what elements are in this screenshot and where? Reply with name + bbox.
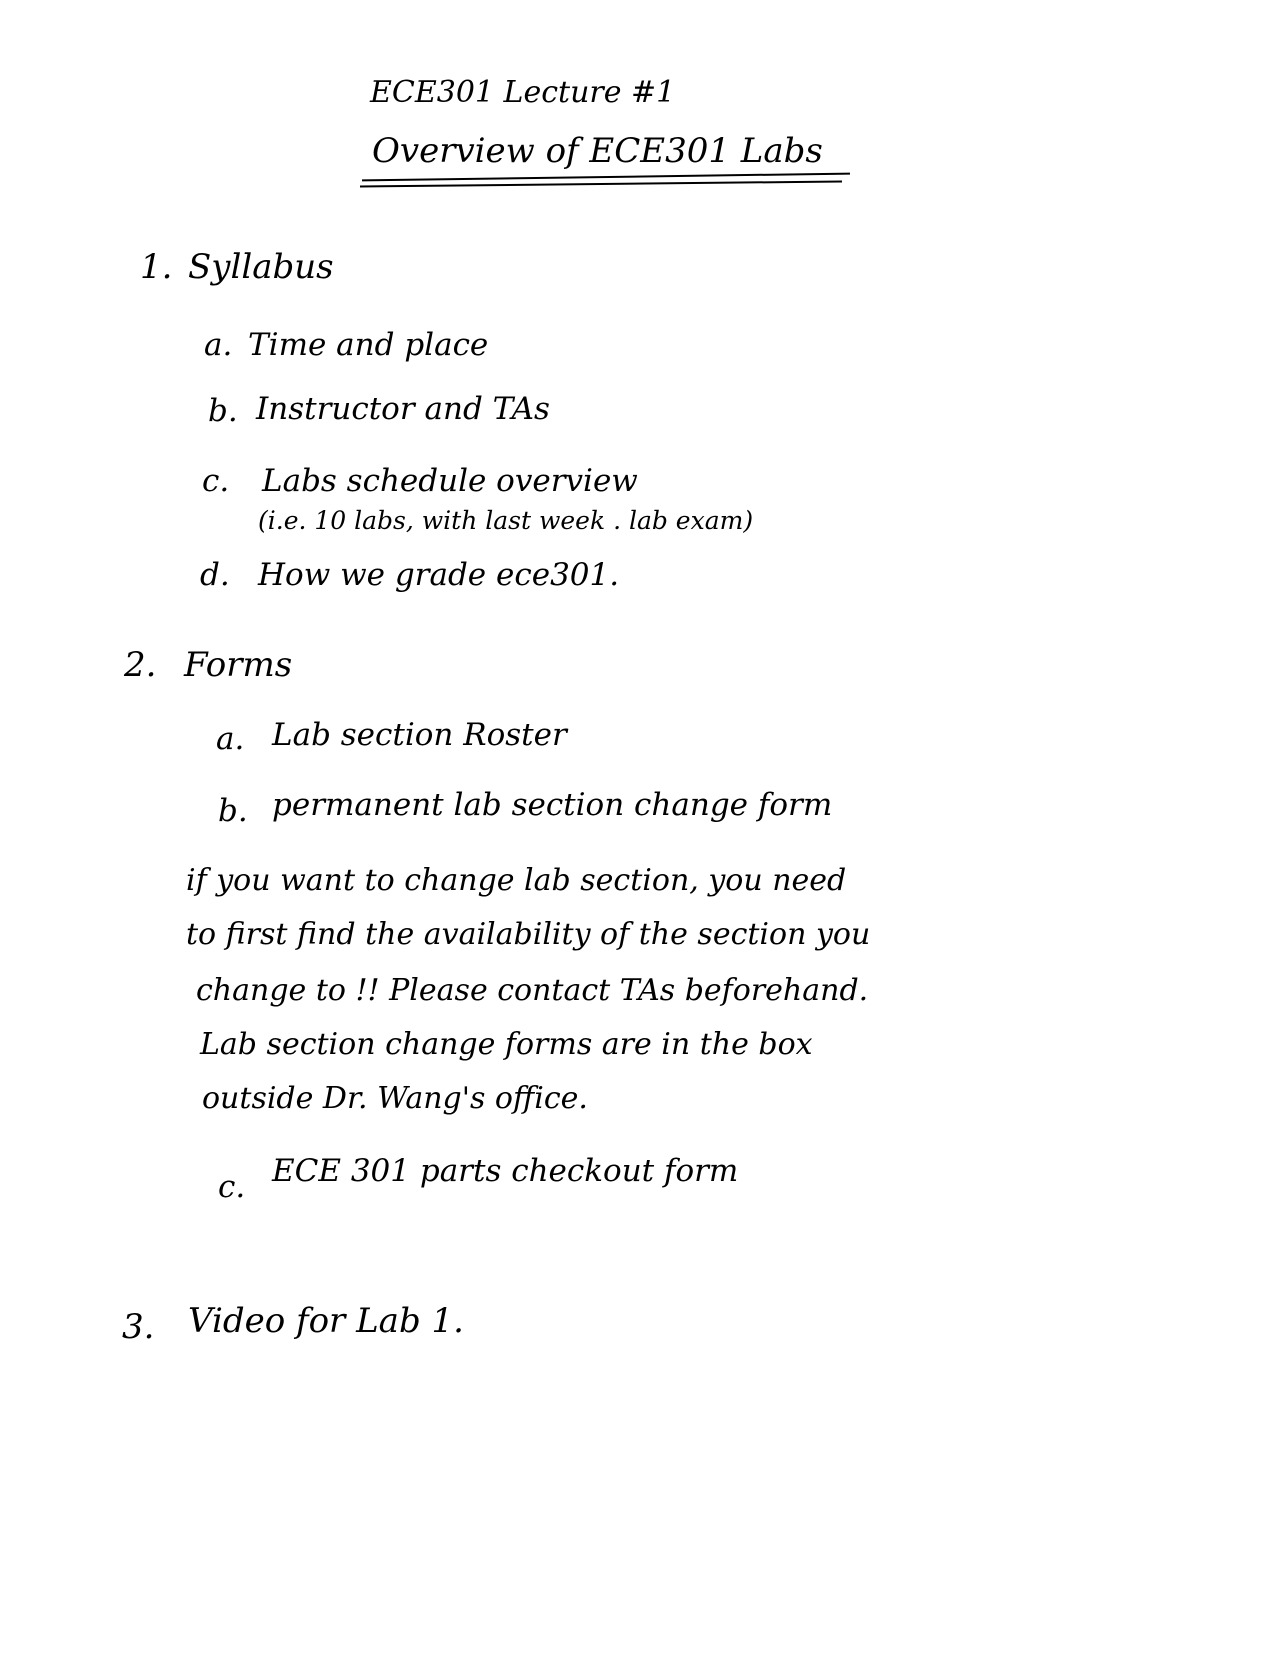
section-1-label: Syllabus [188, 247, 334, 287]
forms-paragraph-line-5: outside Dr. Wang's office. [202, 1081, 588, 1116]
course-lecture-heading: ECE301 Lecture #1 [370, 75, 676, 110]
section-1-item-d-letter: d. [200, 557, 230, 593]
section-2-number: 2. [124, 645, 157, 685]
section-1-number: 1. [140, 247, 173, 287]
section-2-label: Forms [184, 645, 293, 685]
forms-paragraph-line-2: to first find the availability of the section you [186, 917, 871, 952]
forms-paragraph-line-1: if you want to change lab section, you need [186, 863, 847, 898]
section-1-item-b-letter: b. [208, 393, 238, 429]
section-1-item-c-letter: c. [202, 463, 230, 499]
section-2-item-a-text: Lab section Roster [272, 717, 567, 753]
section-1-item-c-note: (i.e. 10 labs, with last week . lab exam) [258, 506, 754, 535]
section-2-item-b-letter: b. [218, 793, 248, 829]
section-1-item-a-text: Time and place [248, 327, 489, 363]
title-underline-bottom [360, 180, 842, 187]
section-2-item-a-letter: a. [216, 721, 245, 757]
section-2-item-c-text: ECE 301 parts checkout form [272, 1153, 739, 1189]
section-1-item-c-text: Labs schedule overview [262, 463, 638, 499]
title-underline-top [362, 173, 850, 182]
section-3-label: Video for Lab 1. [188, 1301, 464, 1341]
page-title: Overview of ECE301 Labs [372, 131, 823, 171]
section-1-item-a-letter: a. [204, 327, 233, 363]
section-1-item-d-text: How we grade ece301. [258, 557, 620, 593]
forms-paragraph-line-4: Lab section change forms are in the box [200, 1027, 813, 1062]
section-1-item-b-text: Instructor and TAs [256, 391, 550, 427]
section-3-number: 3. [122, 1307, 155, 1347]
section-2-item-c-letter: c. [218, 1169, 246, 1205]
forms-paragraph-line-3: change to !! Please contact TAs beforehand. [196, 973, 869, 1008]
section-2-item-b-text: permanent lab section change form [272, 787, 833, 823]
